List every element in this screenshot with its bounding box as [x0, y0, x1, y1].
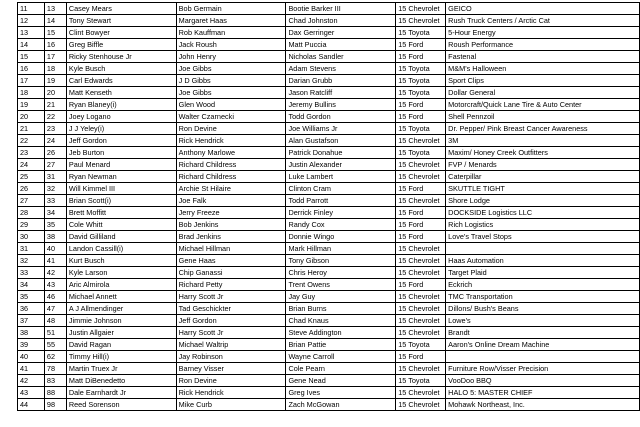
- position-cell: 18: [18, 87, 45, 99]
- car-number-cell: 41: [44, 255, 66, 267]
- position-cell: 44: [18, 399, 45, 411]
- table-row: [18, 375, 640, 387]
- car-number-cell: 27: [44, 159, 66, 171]
- sponsor-cell: TMC Transportation: [446, 291, 640, 303]
- table-row: [18, 15, 640, 27]
- sponsor-cell: Shell Pennzoil: [446, 111, 640, 123]
- position-cell: 17: [18, 75, 45, 87]
- crew-chief-cell: Cole Pearn: [286, 363, 396, 375]
- driver-cell: Jimmie Johnson: [66, 315, 176, 327]
- table-row: [18, 315, 640, 327]
- crew-chief-cell: Chad Knaus: [286, 315, 396, 327]
- driver-cell: David Ragan: [66, 339, 176, 351]
- position-cell: 40: [18, 351, 45, 363]
- owner-cell: Gene Haas: [176, 255, 286, 267]
- table-row: [18, 255, 640, 267]
- driver-cell: Cole Whitt: [66, 219, 176, 231]
- crew-chief-cell: Joe Williams Jr: [286, 123, 396, 135]
- table-row: [18, 363, 640, 375]
- sponsor-cell: SKUTTLE TIGHT: [446, 183, 640, 195]
- make-cell: 15 Chevrolet: [396, 363, 446, 375]
- crew-chief-cell: Zach McGowan: [286, 399, 396, 411]
- table-row: [18, 99, 640, 111]
- driver-cell: Kyle Busch: [66, 63, 176, 75]
- position-cell: 33: [18, 267, 45, 279]
- make-cell: 15 Chevrolet: [396, 267, 446, 279]
- driver-cell: Justin Allgaier: [66, 327, 176, 339]
- owner-cell: Harry Scott Jr: [176, 327, 286, 339]
- car-number-cell: 17: [44, 51, 66, 63]
- crew-chief-cell: Randy Cox: [286, 219, 396, 231]
- make-cell: 15 Ford: [396, 219, 446, 231]
- car-number-cell: 22: [44, 111, 66, 123]
- car-number-cell: 23: [44, 123, 66, 135]
- position-cell: 28: [18, 207, 45, 219]
- owner-cell: Joe Falk: [176, 195, 286, 207]
- car-number-cell: 34: [44, 207, 66, 219]
- position-cell: 31: [18, 243, 45, 255]
- owner-cell: Richard Childress: [176, 159, 286, 171]
- driver-cell: Clint Bowyer: [66, 27, 176, 39]
- crew-chief-cell: Bootie Barker III: [286, 3, 396, 15]
- position-cell: 23: [18, 147, 45, 159]
- table-row: [18, 147, 640, 159]
- table-row: [18, 399, 640, 411]
- make-cell: 15 Chevrolet: [396, 387, 446, 399]
- owner-cell: Margaret Haas: [176, 15, 286, 27]
- driver-cell: Kurt Busch: [66, 255, 176, 267]
- car-number-cell: 19: [44, 75, 66, 87]
- sponsor-cell: M&M's Halloween: [446, 63, 640, 75]
- position-cell: 38: [18, 327, 45, 339]
- owner-cell: Jay Robinson: [176, 351, 286, 363]
- car-number-cell: 21: [44, 99, 66, 111]
- owner-cell: J D Gibbs: [176, 75, 286, 87]
- driver-cell: Brian Scott(i): [66, 195, 176, 207]
- driver-cell: Timmy Hill(i): [66, 351, 176, 363]
- driver-cell: Landon Cassill(i): [66, 243, 176, 255]
- make-cell: 15 Toyota: [396, 63, 446, 75]
- owner-cell: Bob Germain: [176, 3, 286, 15]
- sponsor-cell: Rich Logistics: [446, 219, 640, 231]
- driver-cell: Ryan Newman: [66, 171, 176, 183]
- driver-cell: Michael Annett: [66, 291, 176, 303]
- driver-cell: J J Yeley(i): [66, 123, 176, 135]
- make-cell: 15 Ford: [396, 51, 446, 63]
- position-cell: 11: [18, 3, 45, 15]
- owner-cell: Walter Czarnecki: [176, 111, 286, 123]
- table-row: [18, 183, 640, 195]
- sponsor-cell: Aaron's Online Dream Machine: [446, 339, 640, 351]
- car-number-cell: 24: [44, 135, 66, 147]
- owner-cell: Rob Kauffman: [176, 27, 286, 39]
- driver-cell: Paul Menard: [66, 159, 176, 171]
- make-cell: 15 Chevrolet: [396, 243, 446, 255]
- owner-cell: Michael Hillman: [176, 243, 286, 255]
- driver-cell: Dale Earnhardt Jr: [66, 387, 176, 399]
- sponsor-cell: Shore Lodge: [446, 195, 640, 207]
- position-cell: 15: [18, 51, 45, 63]
- driver-cell: Martin Truex Jr: [66, 363, 176, 375]
- make-cell: 15 Chevrolet: [396, 195, 446, 207]
- position-cell: 25: [18, 171, 45, 183]
- crew-chief-cell: Justin Alexander: [286, 159, 396, 171]
- sponsor-cell: Haas Automation: [446, 255, 640, 267]
- table-row: [18, 135, 640, 147]
- crew-chief-cell: Donnie Wingo: [286, 231, 396, 243]
- sponsor-cell: Maxim/ Honey Creek Outfitters: [446, 147, 640, 159]
- make-cell: 15 Ford: [396, 99, 446, 111]
- owner-cell: Harry Scott Jr: [176, 291, 286, 303]
- sponsor-cell: 5-Hour Energy: [446, 27, 640, 39]
- car-number-cell: 40: [44, 243, 66, 255]
- position-cell: 21: [18, 123, 45, 135]
- crew-chief-cell: Brian Pattie: [286, 339, 396, 351]
- make-cell: 15 Chevrolet: [396, 15, 446, 27]
- table-row: [18, 87, 640, 99]
- car-number-cell: 43: [44, 279, 66, 291]
- car-number-cell: 55: [44, 339, 66, 351]
- make-cell: 15 Chevrolet: [396, 3, 446, 15]
- sponsor-cell: Mohawk Northeast, Inc.: [446, 399, 640, 411]
- table-row: [18, 267, 640, 279]
- position-cell: 13: [18, 27, 45, 39]
- position-cell: 32: [18, 255, 45, 267]
- car-number-cell: 78: [44, 363, 66, 375]
- position-cell: 34: [18, 279, 45, 291]
- position-cell: 22: [18, 135, 45, 147]
- owner-cell: Rick Hendrick: [176, 387, 286, 399]
- crew-chief-cell: Greg Ives: [286, 387, 396, 399]
- driver-cell: Reed Sorenson: [66, 399, 176, 411]
- driver-cell: Joey Logano: [66, 111, 176, 123]
- car-number-cell: 62: [44, 351, 66, 363]
- car-number-cell: 88: [44, 387, 66, 399]
- owner-cell: Richard Childress: [176, 171, 286, 183]
- sponsor-cell: Dr. Pepper/ Pink Breast Cancer Awareness: [446, 123, 640, 135]
- crew-chief-cell: Jason Ratcliff: [286, 87, 396, 99]
- car-number-cell: 98: [44, 399, 66, 411]
- car-number-cell: 47: [44, 303, 66, 315]
- car-number-cell: 48: [44, 315, 66, 327]
- driver-cell: Tony Stewart: [66, 15, 176, 27]
- make-cell: 15 Chevrolet: [396, 255, 446, 267]
- driver-cell: David Gilliland: [66, 231, 176, 243]
- make-cell: 15 Chevrolet: [396, 291, 446, 303]
- sponsor-cell: DOCKSIDE Logistics LLC: [446, 207, 640, 219]
- crew-chief-cell: Dax Gerringer: [286, 27, 396, 39]
- position-cell: 43: [18, 387, 45, 399]
- table-row: [18, 327, 640, 339]
- owner-cell: Brad Jenkins: [176, 231, 286, 243]
- sponsor-cell: Lowe's: [446, 315, 640, 327]
- make-cell: 15 Chevrolet: [396, 315, 446, 327]
- driver-cell: Carl Edwards: [66, 75, 176, 87]
- table-row: [18, 219, 640, 231]
- sponsor-cell: Sport Clips: [446, 75, 640, 87]
- crew-chief-cell: Derrick Finley: [286, 207, 396, 219]
- crew-chief-cell: Tony Gibson: [286, 255, 396, 267]
- car-number-cell: 42: [44, 267, 66, 279]
- make-cell: 15 Toyota: [396, 375, 446, 387]
- car-number-cell: 16: [44, 39, 66, 51]
- crew-chief-cell: Jay Guy: [286, 291, 396, 303]
- crew-chief-cell: Luke Lambert: [286, 171, 396, 183]
- sponsor-cell: Motorcraft/Quick Lane Tire & Auto Center: [446, 99, 640, 111]
- make-cell: 15 Chevrolet: [396, 159, 446, 171]
- owner-cell: Bob Jenkins: [176, 219, 286, 231]
- car-number-cell: 15: [44, 27, 66, 39]
- position-cell: 19: [18, 99, 45, 111]
- entry-list-body: [18, 3, 640, 411]
- table-row: [18, 39, 640, 51]
- position-cell: 29: [18, 219, 45, 231]
- sponsor-cell: 3M: [446, 135, 640, 147]
- make-cell: 15 Ford: [396, 279, 446, 291]
- position-cell: 16: [18, 63, 45, 75]
- sponsor-cell: [446, 351, 640, 363]
- position-cell: 42: [18, 375, 45, 387]
- table-row: [18, 27, 640, 39]
- driver-cell: Matt Kenseth: [66, 87, 176, 99]
- car-number-cell: 14: [44, 15, 66, 27]
- crew-chief-cell: Nicholas Sandler: [286, 51, 396, 63]
- crew-chief-cell: Steve Addington: [286, 327, 396, 339]
- driver-cell: Jeff Gordon: [66, 135, 176, 147]
- table-row: [18, 63, 640, 75]
- table-row: [18, 3, 640, 15]
- sponsor-cell: Love's Travel Stops: [446, 231, 640, 243]
- owner-cell: Ron Devine: [176, 123, 286, 135]
- position-cell: 20: [18, 111, 45, 123]
- driver-cell: Kyle Larson: [66, 267, 176, 279]
- driver-cell: Ricky Stenhouse Jr: [66, 51, 176, 63]
- driver-cell: Matt DiBenedetto: [66, 375, 176, 387]
- table-row: [18, 339, 640, 351]
- driver-cell: Greg Biffle: [66, 39, 176, 51]
- position-cell: 41: [18, 363, 45, 375]
- crew-chief-cell: Brian Burns: [286, 303, 396, 315]
- driver-cell: Ryan Blaney(i): [66, 99, 176, 111]
- sponsor-cell: Dillons/ Bush's Beans: [446, 303, 640, 315]
- owner-cell: Tad Geschickter: [176, 303, 286, 315]
- car-number-cell: 35: [44, 219, 66, 231]
- owner-cell: Ron Devine: [176, 375, 286, 387]
- position-cell: 35: [18, 291, 45, 303]
- position-cell: 30: [18, 231, 45, 243]
- car-number-cell: 83: [44, 375, 66, 387]
- owner-cell: Jerry Freeze: [176, 207, 286, 219]
- make-cell: 15 Ford: [396, 207, 446, 219]
- sponsor-cell: Fastenal: [446, 51, 640, 63]
- make-cell: 15 Toyota: [396, 87, 446, 99]
- table-row: [18, 243, 640, 255]
- driver-cell: Will Kimmel III: [66, 183, 176, 195]
- sponsor-cell: FVP / Menards: [446, 159, 640, 171]
- make-cell: 15 Chevrolet: [396, 399, 446, 411]
- car-number-cell: 32: [44, 183, 66, 195]
- table-row: [18, 195, 640, 207]
- table-row: [18, 171, 640, 183]
- table-row: [18, 207, 640, 219]
- position-cell: 14: [18, 39, 45, 51]
- crew-chief-cell: Adam Stevens: [286, 63, 396, 75]
- owner-cell: Joe Gibbs: [176, 63, 286, 75]
- position-cell: 12: [18, 15, 45, 27]
- car-number-cell: 31: [44, 171, 66, 183]
- owner-cell: Michael Waltrip: [176, 339, 286, 351]
- driver-cell: Jeb Burton: [66, 147, 176, 159]
- owner-cell: John Henry: [176, 51, 286, 63]
- make-cell: 15 Chevrolet: [396, 303, 446, 315]
- car-number-cell: 26: [44, 147, 66, 159]
- crew-chief-cell: Jeremy Bullins: [286, 99, 396, 111]
- car-number-cell: 46: [44, 291, 66, 303]
- position-cell: 27: [18, 195, 45, 207]
- crew-chief-cell: Darian Grubb: [286, 75, 396, 87]
- table-row: [18, 231, 640, 243]
- position-cell: 37: [18, 315, 45, 327]
- car-number-cell: 18: [44, 63, 66, 75]
- crew-chief-cell: Mark Hillman: [286, 243, 396, 255]
- driver-cell: Casey Mears: [66, 3, 176, 15]
- make-cell: 15 Ford: [396, 231, 446, 243]
- table-row: [18, 123, 640, 135]
- table-row: [18, 159, 640, 171]
- owner-cell: Jack Roush: [176, 39, 286, 51]
- position-cell: 26: [18, 183, 45, 195]
- make-cell: 15 Toyota: [396, 147, 446, 159]
- table-row: [18, 387, 640, 399]
- car-number-cell: 13: [44, 3, 66, 15]
- owner-cell: Joe Gibbs: [176, 87, 286, 99]
- entry-list-table: [17, 2, 640, 411]
- owner-cell: Richard Petty: [176, 279, 286, 291]
- owner-cell: Mike Curb: [176, 399, 286, 411]
- table-row: [18, 291, 640, 303]
- table-row: [18, 75, 640, 87]
- sponsor-cell: HALO 5: MASTER CHIEF: [446, 387, 640, 399]
- sponsor-cell: [446, 243, 640, 255]
- sponsor-cell: Roush Performance: [446, 39, 640, 51]
- make-cell: 15 Chevrolet: [396, 135, 446, 147]
- sponsor-cell: Brandt: [446, 327, 640, 339]
- sponsor-cell: Target Plaid: [446, 267, 640, 279]
- owner-cell: Barney Visser: [176, 363, 286, 375]
- sponsor-cell: GEICO: [446, 3, 640, 15]
- make-cell: 15 Toyota: [396, 27, 446, 39]
- crew-chief-cell: Gene Nead: [286, 375, 396, 387]
- crew-chief-cell: Todd Parrott: [286, 195, 396, 207]
- sponsor-cell: Dollar General: [446, 87, 640, 99]
- owner-cell: Glen Wood: [176, 99, 286, 111]
- make-cell: 15 Chevrolet: [396, 327, 446, 339]
- table-row: [18, 303, 640, 315]
- car-number-cell: 33: [44, 195, 66, 207]
- make-cell: 15 Chevrolet: [396, 171, 446, 183]
- crew-chief-cell: Chris Heroy: [286, 267, 396, 279]
- crew-chief-cell: Wayne Carroll: [286, 351, 396, 363]
- make-cell: 15 Toyota: [396, 339, 446, 351]
- make-cell: 15 Ford: [396, 351, 446, 363]
- car-number-cell: 20: [44, 87, 66, 99]
- table-row: [18, 51, 640, 63]
- make-cell: 15 Ford: [396, 111, 446, 123]
- table-row: [18, 279, 640, 291]
- table-row: [18, 351, 640, 363]
- crew-chief-cell: Todd Gordon: [286, 111, 396, 123]
- sponsor-cell: Furniture Row/Visser Precision: [446, 363, 640, 375]
- owner-cell: Chip Ganassi: [176, 267, 286, 279]
- make-cell: 15 Ford: [396, 183, 446, 195]
- crew-chief-cell: Chad Johnston: [286, 15, 396, 27]
- owner-cell: Rick Hendrick: [176, 135, 286, 147]
- crew-chief-cell: Alan Gustafson: [286, 135, 396, 147]
- crew-chief-cell: Trent Owens: [286, 279, 396, 291]
- sponsor-cell: VooDoo BBQ: [446, 375, 640, 387]
- sponsor-cell: Eckrich: [446, 279, 640, 291]
- owner-cell: Jeff Gordon: [176, 315, 286, 327]
- make-cell: 15 Ford: [396, 39, 446, 51]
- position-cell: 39: [18, 339, 45, 351]
- crew-chief-cell: Matt Puccia: [286, 39, 396, 51]
- crew-chief-cell: Patrick Donahue: [286, 147, 396, 159]
- car-number-cell: 51: [44, 327, 66, 339]
- driver-cell: Aric Almirola: [66, 279, 176, 291]
- make-cell: 15 Toyota: [396, 75, 446, 87]
- make-cell: 15 Toyota: [396, 123, 446, 135]
- sponsor-cell: Caterpillar: [446, 171, 640, 183]
- table-row: [18, 111, 640, 123]
- position-cell: 36: [18, 303, 45, 315]
- driver-cell: Brett Moffitt: [66, 207, 176, 219]
- owner-cell: Archie St Hilaire: [176, 183, 286, 195]
- sponsor-cell: Rush Truck Centers / Arctic Cat: [446, 15, 640, 27]
- car-number-cell: 38: [44, 231, 66, 243]
- position-cell: 24: [18, 159, 45, 171]
- owner-cell: Anthony Marlowe: [176, 147, 286, 159]
- crew-chief-cell: Clinton Cram: [286, 183, 396, 195]
- driver-cell: A J Allmendinger: [66, 303, 176, 315]
